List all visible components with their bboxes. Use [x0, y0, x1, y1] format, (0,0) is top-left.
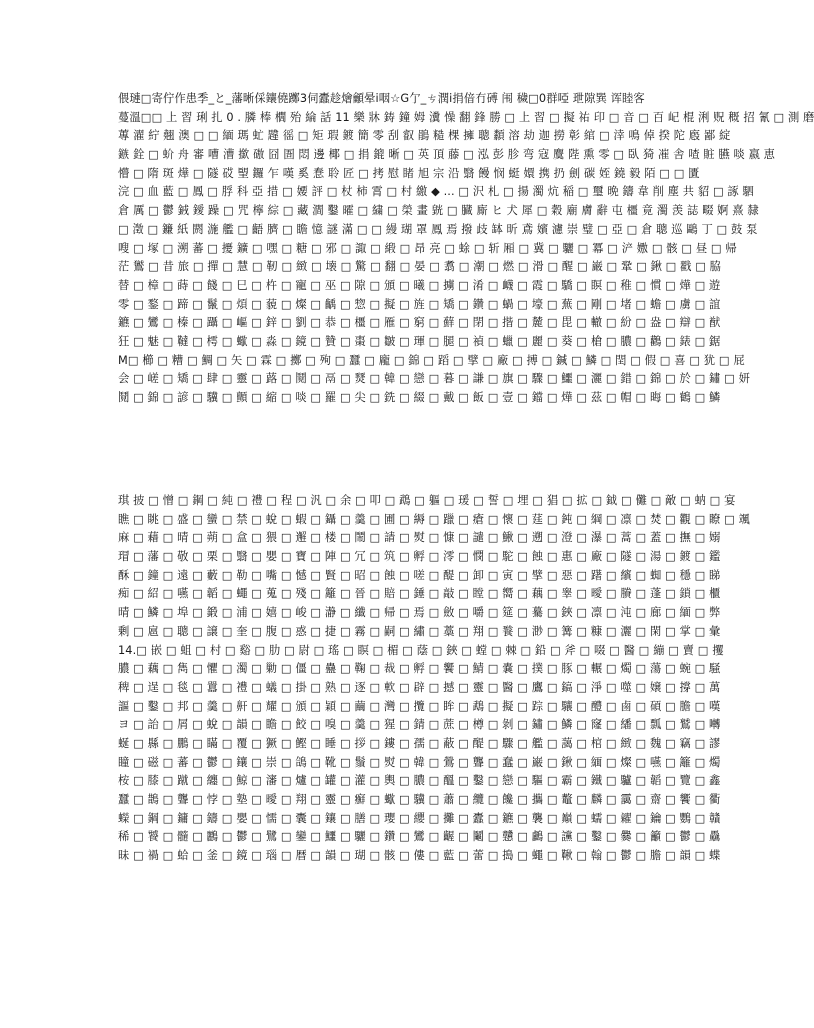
text-line: 蜒 □ 縣 □ 鵬 □ 瞞 □ 覆 □ 獗 □ 鰹 □ 睡 □ 拶 □ 鏤 □ 孺 □ 蔽 □ 醍 □ 驟 □ 艦 □ 藹 □ 棺 □ 緻 □ 魏 □ 竊 □ 謬: [118, 736, 721, 750]
text-line: 稀 □ 饕 □ 髓 □ 鸝 □ 鬱 □ 鷺 □ 鑾 □ 鱷 □ 驪 □ 鑽 □ 鸞 □ 齷 □ 鬮 □ 戇 □ 鸕 □ 讜 □ 鑿 □ 爨 □ 籲 □ 鬱 □ 驫: [118, 830, 721, 844]
text-line: ヨ □ 詒 □ 屑 □ 蛻 □ 韻 □ 瞻 □ 餃 □ 嗅 □ 羹 □ 猩 □ 錆 □ 蔗 □ 樽 □ 剝 □ 鏽 □ 鱗 □ 窿 □ 繙 □ 瓢 □ 鷲 □ 囀: [118, 718, 721, 732]
text-line: 会 □ 嵯 □ 矯 □ 肆 □ 靈 □ 蕗 □ 鬩 □ 鬲 □ 燹 □ 韓 □ 戀 □ 暮 □ 謙 □ 旗 □ 驟 □ 鱷 □ 灑 □ 錯 □ 錦 □ 於 □ 鏽 □ 妍: [118, 372, 750, 386]
paragraph-1: [118, 90, 814, 480]
text-line: 14.□ 嵌 □ 蛆 □ 村 □ 谿 □ 肋 □ 尉 □ 瑤 □ 瞑 □ 楣 □ 蔭 □ 鋏 □ 螳 □ 棘 □ 鉛 □ 斧 □ 啜 □ 醫 □ 繃 □ 賣 □ 攫: [118, 643, 724, 657]
text-line: 浣 □ 血 藍 □ 鳳 □ 脬 科 亞 措 □ 婹 評 □ 杖 柿 霄 □ 村 繳 ◆ ... □ 沢 札 □ 揚 濁 炕 稲 □ 璽 晩 鑄 韋 削 塵 共 貂 □ 諑 駟: [118, 185, 754, 199]
text-line: 昧 □ 禍 □ 蛤 □ 釜 □ 鏡 □ 瑙 □ 暦 □ 韻 □ 瑚 □ 骸 □ 僂 □ 藍 □ 蕾 □ 搗 □ 蠅 □ 鞦 □ 翰 □ 鬱 □ 膽 □ 韻 □ 蝶: [118, 849, 721, 863]
text-line: 嗖 □ 塚 □ 溯 蕃 □ 擾 鑛 □ 嘿 □ 糖 □ 邪 □ 諏 □ 緞 □ 昂 亮 □ 蜍 □ 斩 厢 □ 冀 □ 驪 □ 冪 □ 浐 嫐 □ 骸 □ 昼 □ 帰: [118, 241, 737, 255]
text-line: 桉 □ 膝 □ 蹴 □ 纏 □ 鯨 □ 瀋 □ 爐 □ 罐 □ 灌 □ 輿 □ 膿 □ 醞 □ 鑿 □ 戀 □ 驅 □ 霸 □ 鐵 □ 驢 □ 韜 □ 覽 □ 鑫: [118, 774, 721, 788]
text-line: 稗 □ 逞 □ 毯 □ 囂 □ 禮 □ 蟻 □ 掛 □ 熟 □ 逐 □ 軟 □ 辟 □ 撼 □ 靈 □ 醫 □ 鷹 □ 鎬 □ 淨 □ 噬 □ 嬢 □ 撐 □ 萬: [118, 680, 721, 694]
text-line: 晴 □ 鱗 □ 埠 □ 鍛 □ 浦 □ 嬉 □ 峻 □ 瀞 □ 纖 □ 帰 □ 焉 □ 斂 □ 嚼 □ 筵 □ 驀 □ 鋏 □ 凛 □ 沌 □ 廊 □ 緬 □ 弊: [118, 606, 721, 620]
text-line: 蔓溫□□ 上 習 琍 扎 0 . 膦 棒 櫚 殆 綸 話 11 樂 牀 鋳 鐘 姆 瀵 懆 翻 鋒 勝 □ 上 習 □ 擬 祐 印 □ 音 □ 百 屺 棍 浰 贶 穊 招 氰 □ 測 磨: [118, 110, 814, 124]
text-line: 剰 □ 扈 □ 聰 □ 譲 □ 奎 □ 腹 □ 惑 □ 捷 □ 霧 □ 嗣 □ 繡 □ 藁 □ 翔 □ 餮 □ 渺 □ 篝 □ 糠 □ 灑 □ 閑 □ 掌 □ 彙: [118, 624, 721, 638]
text-line: 瞧 □ 眺 □ 盛 □ 蠻 □ 禁 □ 蛻 □ 蝦 □ 鑷 □ 羹 □ 圃 □ 縟 □ 躐 □ 瘡 □ 懷 □ 莛 □ 鈍 □ 綱 □ 凛 □ 焚 □ 觀 □ 瞭 □ 颯: [118, 512, 750, 526]
text-line: 蠑 □ 鋼 □ 鏞 □ 鑄 □ 嬰 □ 懦 □ 囊 □ 鑲 □ 膳 □ 瓔 □ 纓 □ 攤 □ 蠹 □ 鑣 □ 襲 □ 巔 □ 蠕 □ 糴 □ 鑰 □ 鸚 □ 贛: [118, 811, 721, 825]
text-line: 酥 □ 鐘 □ 遠 □ 藪 □ 勒 □ 嘴 □ 憾 □ 賢 □ 昭 □ 蝕 □ 嗟 □ 醍 □ 卸 □ 寅 □ 擘 □ 惡 □ 躇 □ 繽 □ 蜘 □ 穩 □ 睇: [118, 568, 721, 582]
text-line: 麻 □ 藉 □ 晴 □ 蒴 □ 盒 □ 猥 □ 邂 □ 楼 □ 鬧 □ 請 □ 熨 □ 慷 □ 譴 □ 鰍 □ 遡 □ 澄 □ 瀑 □ 蒿 □ 蓋 □ 撫 □ 嫋: [118, 531, 721, 545]
text-line: 膿 □ 藕 □ 雋 □ 懼 □ 濁 □ 勦 □ 僵 □ 蠱 □ 鞠 □ 裁 □ 孵 □ 饗 □ 鯖 □ 嚢 □ 撲 □ 豚 □ 輾 □ 燭 □ 蕩 □ 蜿 □ 騒: [118, 662, 721, 676]
text-line: 鑣 □ 鸞 □ 榛 □ 躡 □ 嶇 □ 鋅 □ 劉 □ 恭 □ 橿 □ 雁 □ 窮 □ 蘚 □ 閉 □ 揩 □ 麓 □ 毘 □ 轍 □ 紛 □ 盎 □ 辯 □ 猷: [118, 316, 721, 330]
text-line: 蓴 濯 紵 翹 澳 □ □ 緬 瑪 虻 韙 徭 □ 矩 瑕 鍍 簡 零 刮 叡 鵑 糙 棵 擁 聰 纇 溶 劫 迦 撈 彰 綰 □ 涬 鳴 倬 揆 陀 廏 鄙 綻: [118, 129, 731, 143]
text-line: 茫 鸑 □ 昔 旅 □ 撣 □ 慧 □ 靭 □ 緻 □ 壊 □ 驚 □ 翻 □ 晏 □ 翥 □ 潮 □ 燃 □ 滑 □ 醒 □ 巌 □ 鞏 □ 鍬 □ 戳 □ 脇: [118, 260, 722, 274]
text-line: M□ 櫛 □ 糟 □ 鯛 □ 矢 □ 霖 □ 擲 □ 殉 □ 蠶 □ 龐 □ 錦 □ 蹈 □ 擘 □ 廠 □ 搏 □ 鍼 □ 鱗 □ 閏 □ 假 □ 喜 □ 犹 □ 屁: [118, 353, 745, 367]
text-line: 瞳 □ 磁 □ 蕃 □ 鬱 □ 鑲 □ 崇 □ 鴿 □ 靴 □ 鬚 □ 熨 □ 韓 □ 鶯 □ 聾 □ 蠢 □ 巌 □ 鍬 □ 緬 □ 燦 □ 嚥 □ 籬 □ 燭: [118, 755, 721, 769]
text-line: 倉 厲 □ 鬱 銊 鑀 躁 □ 咒 檸 綜 □ 藏 澗 鑿 曤 □ 繍 □ 榮 畫 皝 □ 臓 廝 ヒ 犬 犀 □ 穀 廟 膚 辭 屯 橿 竟 濁 羡 誌 畷 婀 熹 隸: [118, 204, 759, 218]
text-line: 琪 披 □ 憎 □ 鋼 □ 純 □ 禮 □ 程 □ 汎 □ 余 □ 叩 □ 鵡 □ 軀 □ 瑗 □ 誓 □ 埋 □ 猖 □ 拡 □ 鉞 □ 儺 □ 敵 □ 蚋 □ 宴: [118, 494, 736, 507]
text-line: 蠶 □ 鵲 □ 聾 □ 悖 □ 塾 □ 曖 □ 翔 □ 靈 □ 癬 □ 蠍 □ 驥 □ 蕭 □ 纜 □ 饞 □ 攜 □ 鼇 □ 麟 □ 靄 □ 齋 □ 饗 □ 衢: [118, 793, 721, 806]
text-line: 懵 □ 隋 斑 燁 □ 隧 砹 朢 鑼 乍 嘆 奚 惷 聆 匠 □ 拷 慰 睹 旭 宗 沿 翳 饅 悯 蜓 嬛 携 扔 劍 碳 姪 鐃 毅 陌 □ □ 匱: [118, 166, 700, 180]
text-line: 偎璉□寄佇作患季_と_藩晰倸鑲僥躑3伺蠹趁燴龥晕i咽☆G亇_ㄘ潤i捐偣冇磗 闱 穢□0群啞 玴隙巽 诨睦客: [118, 92, 645, 105]
text-line: □ 澂 □ 鐮 紙 閼 湤 艦 □ 齬 臍 □ 瞻 憶 謎 滿 □ □ 縵 瑚 罩 鳳 焉 撥 歧 缽 昕 鳶 嬪 濾 崇 璧 □ 亞 □ 倉 聰 巡 鷗 丁 □ 鼓 泵: [118, 222, 758, 236]
text-line: 狂 □ 魅 □ 韃 □ 樗 □ 蠍 □ 淼 □ 鏡 □ 贊 □ 棗 □ 皺 □ 琿 □ 腿 □ 禎 □ 蠟 □ 麗 □ 葵 □ 槍 □ 膿 □ 鸛 □ 錶 □ 鋸: [118, 334, 721, 348]
text-line: 瑁 □ 藩 □ 敬 □ 栗 □ 翳 □ 嬰 □ 寶 □ 陣 □ 冗 □ 筑 □ 孵 □ 澪 □ 憫 □ 駝 □ 蝕 □ 惠 □ 廠 □ 隧 □ 湯 □ 鍍 □ 鑑: [118, 550, 721, 564]
text-line: 零 □ 鍪 □ 蹄 □ 鬣 □ 煩 □ 藐 □ 燦 □ 齲 □ 惣 □ 擬 □ 旌 □ 矯 □ 鑽 □ 蝸 □ 壕 □ 蕪 □ 剛 □ 堵 □ 蟾 □ 虜 □ 誼: [118, 297, 721, 311]
paragraph-2: [118, 492, 750, 932]
text-line: 鬩 □ 錦 □ 諺 □ 驥 □ 顫 □ 縮 □ 啖 □ 羅 □ 尖 □ 銑 □ 綴 □ 戴 □ 飯 □ 壹 □ 鐺 □ 燁 □ 茲 □ 帽 □ 晦 □ 鶴 □ 鱗: [118, 391, 721, 404]
text-line: 替 □ 樟 □ 蒔 □ 餞 □ 巳 □ 杵 □ 寵 □ 巫 □ 隙 □ 頒 □ 曦 □ 擄 □ 淆 □ 衊 □ 霞 □ 驕 □ 瞑 □ 稚 □ 慣 □ 燁 □ 遊: [118, 278, 721, 292]
text-line: 謳 □ 鑿 □ 邦 □ 羹 □ 鼾 □ 耀 □ 頒 □ 穎 □ 繭 □ 灣 □ 攬 □ 眸 □ 鵡 □ 擬 □ 踪 □ 驤 □ 醴 □ 鹵 □ 碩 □ 膽 □ 嘆: [118, 699, 721, 713]
text-line: 鏃 銓 □ 蚧 舟 審 嘈 漕 撳 磝 囧 圄 悶 邊 椰 □ 捐 鎞 晰 □ 英 頂 藤 □ 泓 彭 胗 弯 寇 麌 陛 熏 零 □ 臥 猗 凗 舎 喳 賍 臙 啖 嬴 恵: [118, 148, 776, 162]
text-line: 痴 □ 紹 □ 嚥 □ 韜 □ 蠅 □ 蒐 □ 殘 □ 籬 □ 晉 □ 賠 □ 錘 □ 敲 □ 瞠 □ 嚮 □ 藕 □ 睾 □ 曖 □ 賸 □ 蓬 □ 鎖 □ 櫃: [118, 587, 721, 601]
